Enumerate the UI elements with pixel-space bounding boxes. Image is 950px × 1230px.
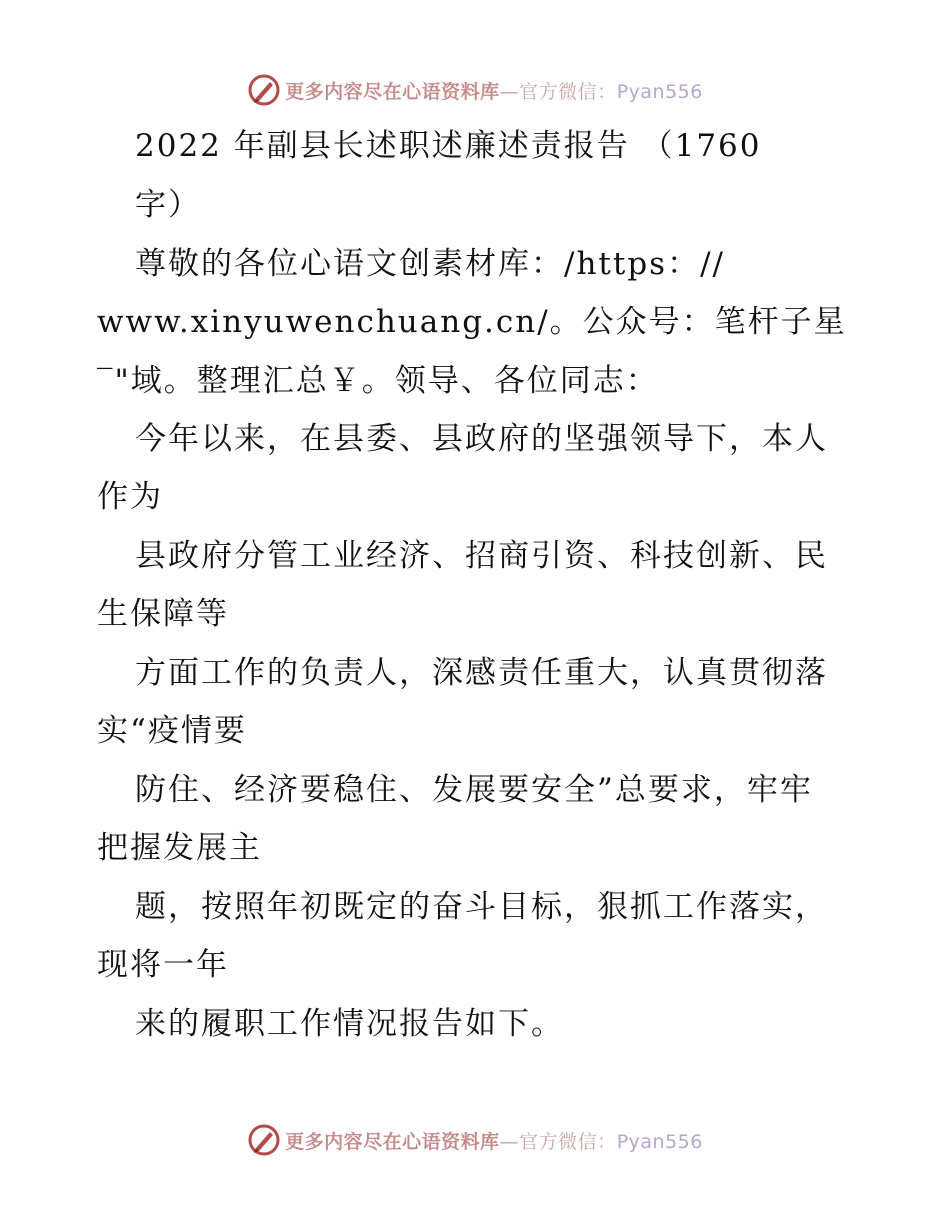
watermark-text [285, 1127, 703, 1154]
watermark-top [0, 70, 950, 110]
watermark-brand: 更多内容尽在心语资料库 [285, 1130, 500, 1153]
pen-logo-icon [247, 73, 281, 107]
pen-logo-icon [247, 1123, 281, 1157]
document-line: 把握发展主 [97, 830, 262, 866]
document-line: 实“疫情要 [97, 713, 247, 749]
watermark-wechat-id: Pyan556 [616, 80, 703, 103]
watermark-official: 官方微信： [519, 80, 617, 103]
document-line: 生保障等 [97, 596, 229, 632]
watermark-separator: — [499, 80, 520, 103]
document-line: www.xinyuwenchuang.cn/。公众号：笔杆子星 [97, 304, 847, 340]
document-line: 来的履职工作情况报告如下。 [135, 1006, 564, 1042]
document-line: 现将一年 [97, 947, 229, 983]
document-line: 作为 [97, 479, 163, 515]
document-line: 防住、经济要稳住、发展要安全”总要求，牢牢 [135, 772, 813, 808]
document-line: 题，按照年初既定的奋斗目标，狠抓工作落实， [135, 889, 828, 925]
document-title-line-2: 字） [135, 187, 201, 223]
document-line: 县政府分管工业经济、招商引资、科技创新、民 [135, 538, 828, 574]
watermark-separator: — [499, 1130, 520, 1153]
document-line: ‾"域。整理汇总￥。领导、各位同志： [97, 363, 659, 399]
document-line: 尊敬的各位心语文创素材库：/https：// [135, 246, 725, 282]
watermark-wechat-id: Pyan556 [616, 1130, 703, 1153]
watermark-brand: 更多内容尽在心语资料库 [285, 80, 500, 103]
watermark-official: 官方微信： [519, 1130, 617, 1153]
watermark-bottom [0, 1120, 950, 1160]
watermark-text [285, 77, 703, 104]
document-line: 方面工作的负责人，深感责任重大，认真贯彻落 [135, 655, 828, 691]
document-line: 今年以来，在县委、县政府的坚强领导下，本人 [135, 421, 828, 457]
document-title-line-1: 2022 年副县长述职述廉述责报告 （1760 [135, 128, 762, 164]
